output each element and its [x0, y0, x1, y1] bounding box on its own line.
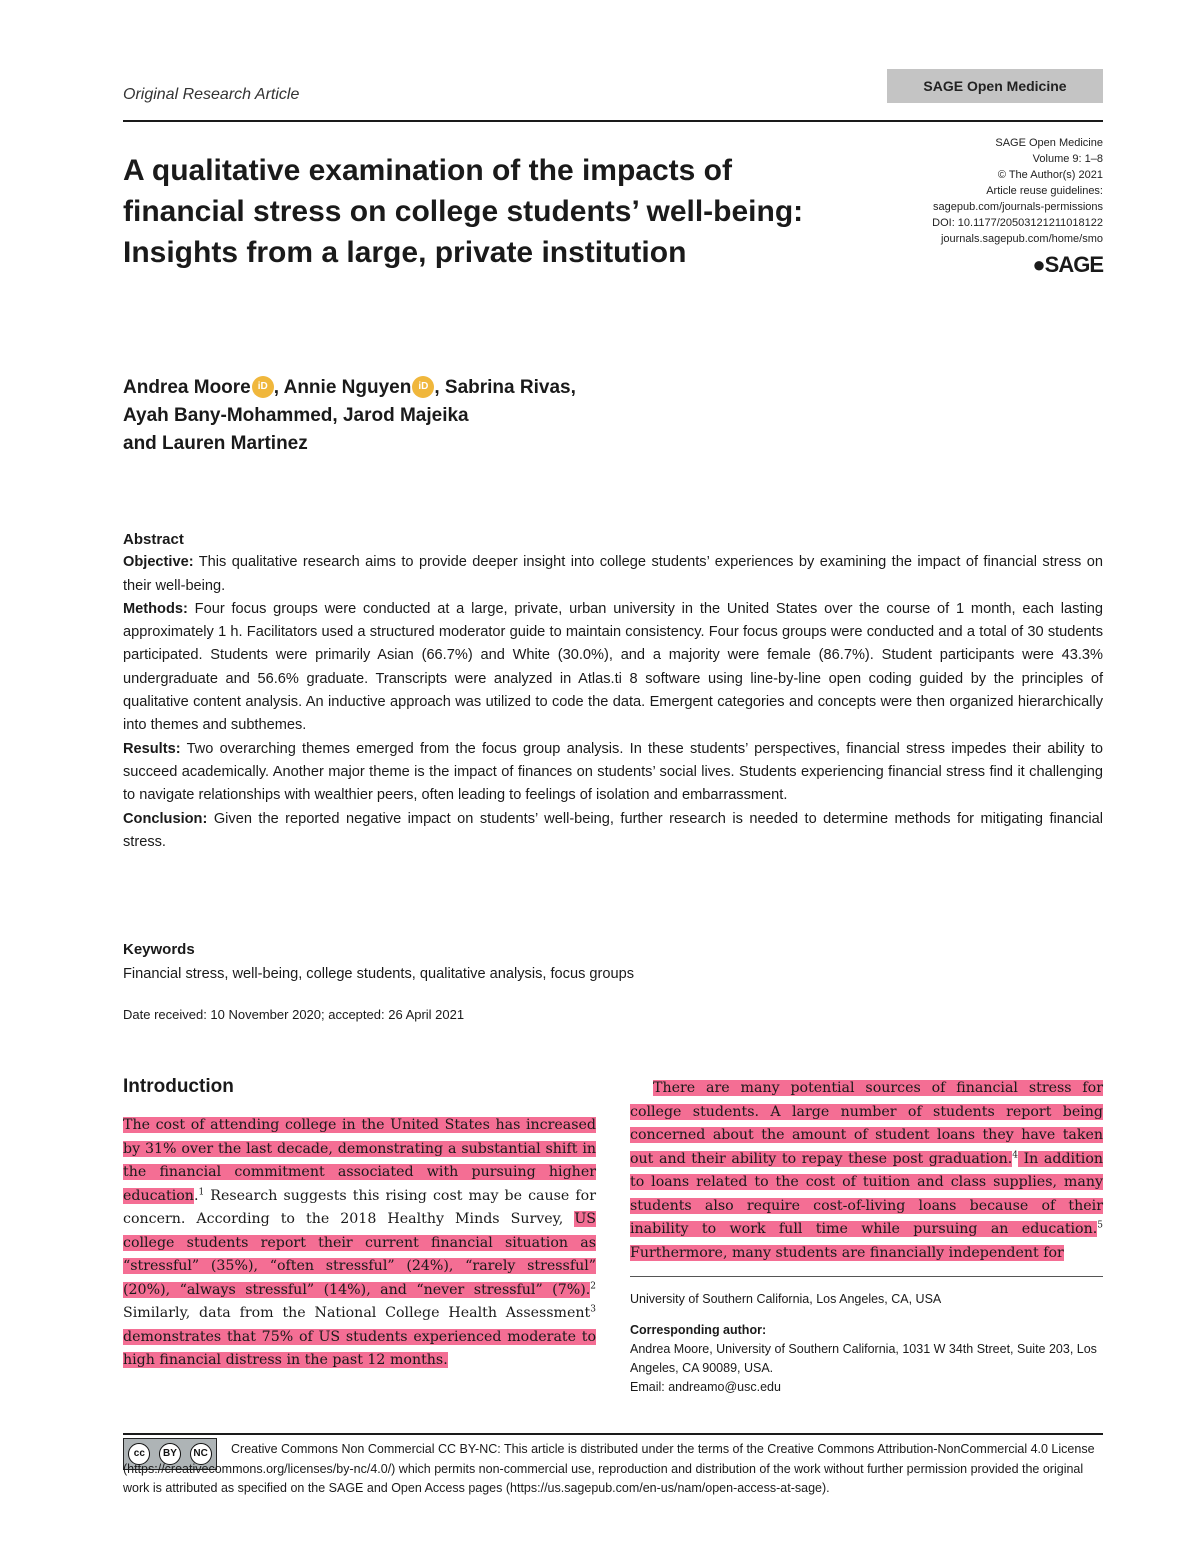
- corresponding-label: Corresponding author:: [630, 1323, 767, 1337]
- article-type: Original Research Article: [123, 86, 300, 103]
- corresponding-author: [630, 1321, 1103, 1397]
- corresponding-email[interactable]: Email: andreamo@usc.edu: [630, 1380, 781, 1394]
- citation-ref[interactable]: 4: [1012, 1149, 1018, 1160]
- meta-journal: SAGE Open Medicine: [995, 137, 1103, 149]
- highlighted-text[interactable]: In addition to loans related to the cost of tuition and class supplies, many students also require cost-of-living loans because of their inability to work full time while pursuing an education.: [630, 1150, 1103, 1237]
- journal-badge: SAGE Open Medicine: [887, 69, 1103, 103]
- footnote-divider: [630, 1276, 1103, 1277]
- meta-reuse-link[interactable]: sagepub.com/journals-permissions: [933, 201, 1103, 213]
- license-divider: [123, 1433, 1103, 1435]
- cc-icon: cc: [128, 1443, 150, 1465]
- meta-reuse-label: Article reuse guidelines:: [986, 185, 1103, 197]
- keywords: [123, 938, 1103, 986]
- highlighted-text[interactable]: There are many potential sources of financial stress for college students. A large number of students report being concerned about the amount of student loans they have taken out and their ability to repay these post graduation.: [630, 1080, 1103, 1167]
- license-notice: [123, 1440, 1103, 1499]
- meta-journal-link[interactable]: journals.sagepub.com/home/smo: [940, 233, 1103, 245]
- citation-ref[interactable]: 5: [1097, 1220, 1103, 1231]
- highlighted-text[interactable]: Furthermore, many students are financially independent for: [630, 1244, 1064, 1261]
- abstract-heading: Abstract: [123, 531, 184, 548]
- sage-logo-text: SAGE: [1044, 252, 1103, 277]
- author-list: Andrea Moore iD , Annie Nguyen iD , Sabrina Rivas, Ayah Bany-Mohammed, Jarod Majeika and Lauren Martinez: [123, 377, 576, 454]
- meta-volume: Volume 9: 1–8: [1032, 153, 1103, 165]
- highlighted-text[interactable]: demonstrates that 75% of US students experienced moderate to high financial distress in the past 12 months.: [123, 1328, 596, 1368]
- abstract-methods: Methods: Four focus groups were conducted at a large, private, urban university in the United States over the course of 1 month, each lasting approximately 1 h. Facilitators used a structured moderator guide to maintain consistency. Four focus groups were conducted and a total of 30 students participated. Students were primarily Asian (66.7%) and White (30.0%), and a majority were female (86.7%). Student participants were 43.3% undergraduate and 56.6% graduate. Transcripts were analyzed in Atlas.ti 8 software using line-by-line open coding guided by the principles of qualitative content analysis. An inductive approach was utilized to code the data. Emergent categories and concepts were then organized hierarchically into themes and subthemes.: [123, 600, 1103, 734]
- introduction-heading: Introduction: [123, 1076, 234, 1097]
- license-text: Creative Commons Non Commercial CC BY-NC: This article is distributed under the terms of the Creative Commons Attribution-NonCommercial 4.0 License (https://creativecommons.org/licenses/by-nc/4.0/) which permits non-commercial use, reproduction and distribution of the work without further permission provided the original work is attributed as specified on the SAGE and Open Access pages (https://us.sagepub.com/en-us/nam/open-access-at-sage).: [123, 1442, 1095, 1496]
- author-line: and Lauren Martinez: [123, 433, 308, 454]
- intro-left-column: The cost of attending college in the United States has increased by 31% over the last decade, demonstrating a substantial shift in the financial commitment associated with pursuing higher education.$^1$ Research suggests this rising cost may be cause for concern. According to the 2018 Healthy Minds Survey, US college students report their current financial situation as “stressful” (35%), “often stressful” (24%), “rarely stressful” (20%), “always stressful” (14%), and “never stressful” (7%).$^2$ Similarly, data from the National College Health Assessment$^3$ demonstrates that 75% of US students experienced moderate to high financial distress in the past 12 months.: [123, 1117, 596, 1368]
- meta-doi[interactable]: DOI: 10.1177/20503121211018122: [932, 217, 1103, 229]
- orcid-icon[interactable]: iD: [412, 376, 434, 398]
- keywords-heading: Keywords: [123, 941, 195, 958]
- abstract-results: Results: Two overarching themes emerged from the focus group analysis. In these students’ perspectives, financial stress impedes their ability to succeed academically. Another major theme is the impact of finances on students’ social lives. Students experiencing financial stress find it challenging to navigate relationships with wealthier peers, often leading to feelings of isolation and embarrassment.: [123, 740, 1103, 804]
- highlighted-text[interactable]: US college students report their current financial situation as “stressful” (35%), “often stressful” (24%), “rarely stressful” (20%), “always stressful” (14%), and “never stressful” (7%).: [123, 1211, 596, 1298]
- sage-logo: ●SAGE: [1032, 252, 1103, 277]
- article-title: A qualitative examination of the impacts of financial stress on college students’ well-being: Insights from a large, private institution: [123, 154, 804, 269]
- citation-ref[interactable]: 3: [590, 1304, 596, 1315]
- citation-ref[interactable]: 1: [198, 1186, 205, 1197]
- affiliation: University of Southern California, Los Angeles, CA, USA: [630, 1292, 942, 1306]
- date-received: Date received: 10 November 2020; accepted: 26 April 2021: [123, 1007, 465, 1022]
- intro-right-column: [630, 1077, 1103, 1265]
- abstract-conclusion: Conclusion: Given the reported negative impact on students’ well-being, further research is needed to determine methods for mitigating financial stress.: [123, 810, 1103, 850]
- author-name: Annie Nguyen: [283, 377, 412, 398]
- citation-ref[interactable]: 2: [590, 1280, 596, 1291]
- keywords-text: Financial stress, well-being, college students, qualitative analysis, focus groups: [123, 966, 635, 982]
- corresponding-address: Andrea Moore, University of Southern California, 1031 W 34th Street, Suite 203, Los Angeles, CA 90089, USA.: [630, 1342, 1097, 1375]
- abstract-objective: Objective: This qualitative research aims to provide deeper insight into college students’ experiences by examining the impact of financial stress on their well-being.: [123, 554, 1104, 594]
- author-line: Ayah Bany-Mohammed, Jarod Majeika: [123, 405, 469, 426]
- orcid-icon[interactable]: iD: [252, 376, 274, 398]
- header-divider: [123, 120, 1103, 122]
- author-name: Andrea Moore: [123, 377, 251, 398]
- meta-copyright: © The Author(s) 2021: [997, 169, 1103, 181]
- journal-meta: [840, 135, 1103, 247]
- abstract: [123, 528, 1103, 854]
- nc-icon: NC: [190, 1443, 212, 1465]
- by-icon: BY: [159, 1443, 181, 1465]
- highlighted-text[interactable]: The cost of attending college in the United States has increased by 31% over the last decade, demonstrating a substantial shift in the financial commitment associated with pursuing higher education: [123, 1117, 596, 1204]
